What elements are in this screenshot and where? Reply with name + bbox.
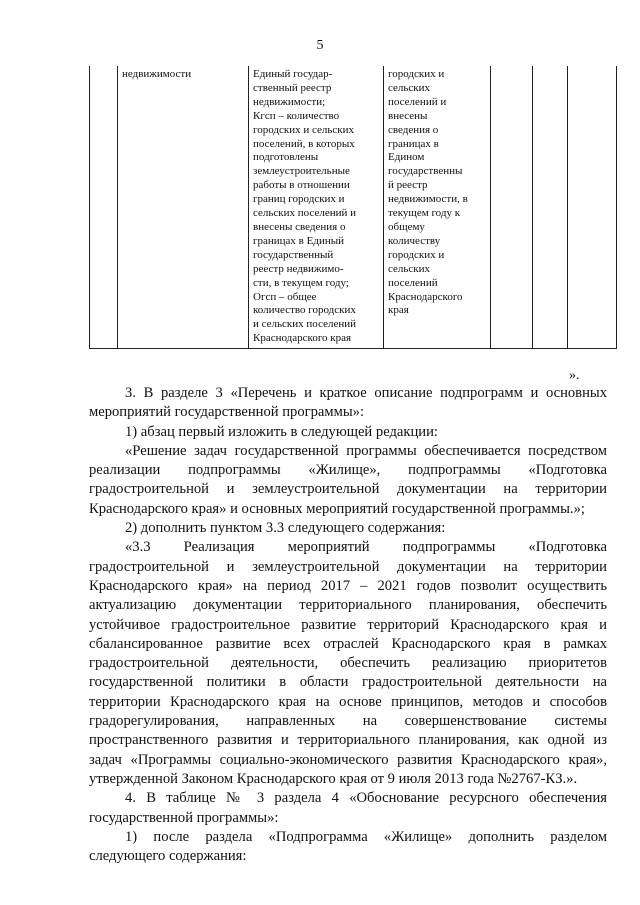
paragraph-section-4: 4. В таблице № 3 раздела 4 «Обоснование ресурсного обеспечения государственной программы»: <box>89 790 607 826</box>
indicator-table <box>89 66 617 349</box>
table-cell-empty <box>491 66 533 349</box>
table-row <box>90 66 617 349</box>
table-cell-indicator-name: недвижимости <box>118 66 249 349</box>
table-cell-empty <box>533 66 568 349</box>
page-number: 5 <box>316 38 324 53</box>
table-cell-description: городских и сельских поселений и внесены сведения о границах в Едином государственны й реестр недвижимости, в текущем году к общему количеству городских и сельских поселений Краснодарского края <box>384 66 491 349</box>
paragraph-item-2: 2) дополнить пунктом 3.3 следующего содержания: <box>125 520 446 537</box>
paragraph-quote-3-3: «3.3 Реализация мероприятий подпрограммы «Подготовка градостроительной и землеустроительной документации на территории Краснодарского края» на период 2017 – 2021 годов позволит осуществить актуализацию документации территориального планирования, обеспечить устойчивое градостроительное развитие территорий Краснодарского края и сбалансированное развитие всех отраслей Краснодарского края в рамках градостроительной деятельности, обеспечить реализацию приоритетов государственной политики в области градостроительной деятельности на территории Краснодарского края на основе принципов, методов и способов градорегулирования, направленных на совершенствование системы пространственного развития и территориального планирования, как одной из задач «Программы социально-экономического развития Краснодарского края», утвержденной Законом Краснодарского края от 9 июля 2013 года №2767-КЗ.». <box>89 539 607 787</box>
paragraph-item-1: 1) абзац первый изложить в следующей редакции: <box>125 423 438 440</box>
document-body <box>89 384 607 866</box>
table-cell-formula: Единый государ- ственный реестр недвижимости; Кгсп – количество городских и сельских поселений, в которых подготовлены землеустроительные работы в отношении границ городских и сельских поселений и внесены сведения о границах в Единый государственный реестр недвижимо- сти, в текущем году; Огсп – общее количество городских и сельских поселений Краснодарского края <box>249 66 384 349</box>
table-close-quote: ». <box>569 368 580 383</box>
table-cell-empty <box>568 66 617 349</box>
paragraph-section-3: 3. В разделе 3 «Перечень и краткое описание подпрограмм и основных мероприятий государственной программы»: <box>89 385 607 421</box>
table-cell-number <box>90 66 118 349</box>
paragraph-item-4-1: 1) после раздела «Подпрограмма «Жилище» дополнить разделом следующего содержания: <box>89 828 607 865</box>
paragraph-quote-tasks: «Решение задач государственной программы обеспечивается посредством реализации подпрограммы «Жилище», подпрограммы «Подготовка градостроительной и землеустроительной документации на территории Краснодарского края» и основных мероприятий государственной программы.»; <box>89 442 607 517</box>
